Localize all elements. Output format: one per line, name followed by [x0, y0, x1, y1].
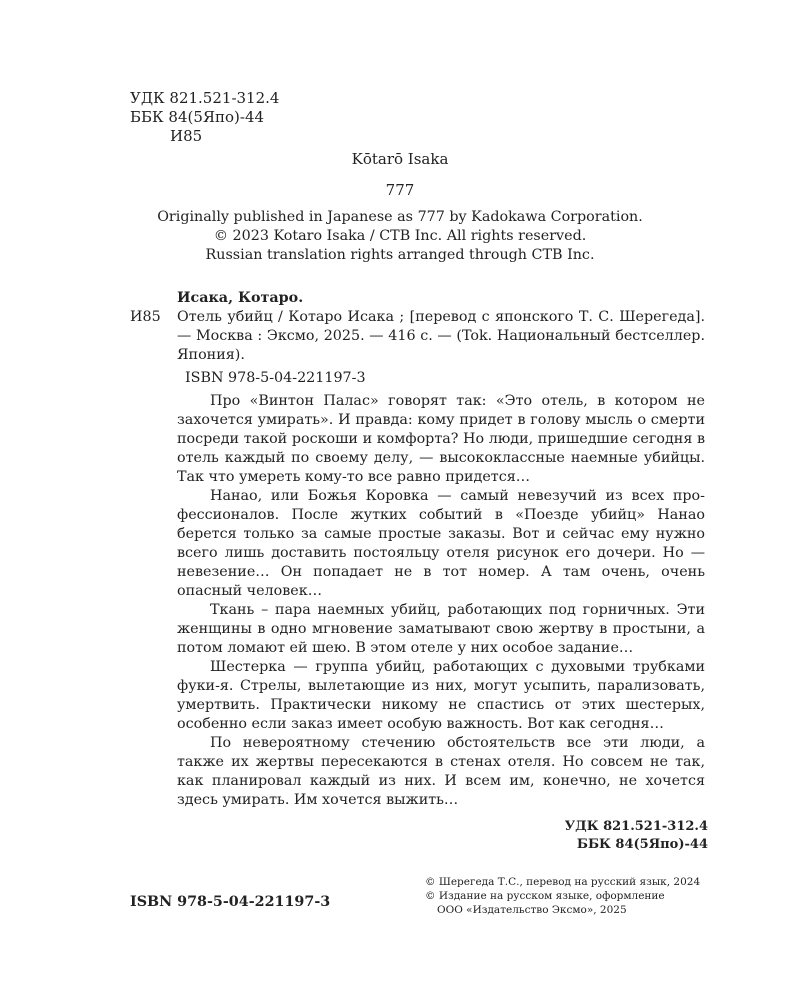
original-title: 777: [385, 181, 415, 199]
annotation: [177, 392, 705, 810]
edition-copyright-line1: © Издание на русском языке, оформление: [425, 890, 665, 902]
author-mark: И85: [170, 127, 203, 145]
annotation-paragraph: Нанао, или Божья Коровка — самый невезучий из всех профессионалов. После жутких событий в «Поезде убийц» Нанао берется только за самые простые заказы. Вот и сейчас ему нужно всего лишь доставить постояльцу отеля рисунок его дочери. Но — невезение… Он попадает не в тот номер. А там очень, очень опасный человек…: [177, 488, 705, 599]
catalog-heading: Исака, Котаро.: [177, 290, 304, 306]
rights-block: [100, 208, 700, 265]
edition-copyright-line2: ООО «Издательство Эксмо», 2025: [437, 904, 627, 916]
translation-copyright: © Шерегеда Т.С., перевод на русский язык, 2024: [425, 876, 701, 888]
bibliographic-description: Отель убийц / Котаро Исака ; [перевод с японского Т. С. Шерегеда]. — Москва : Эксмо, 2025. — 416 с. — (Tok. Национальный бестселлер. Япония).: [177, 309, 705, 363]
udk-code: УДК 821.521-312.4: [130, 89, 280, 107]
bbk-code: ББК 84(5Япо)-44: [130, 108, 265, 126]
catalog-isbn: ISBN 978-5-04-221197-3: [185, 370, 366, 386]
annotation-paragraph: Ткань – пара наемных убийц, работающих под горничных. Эти женщины в одно мгновение заматывают свою жертву в простыни, а потом ломают ей шею. В этом отеле у них особое задание…: [177, 602, 705, 656]
translation-rights-line: Russian translation rights arranged through CTB Inc.: [205, 247, 595, 263]
classification-codes-top: [130, 89, 279, 146]
udk-code-bottom: УДК 821.521-312.4: [564, 819, 708, 834]
original-publication-line: Originally published in Japanese as 777 by Kadokawa Corporation.: [157, 209, 643, 225]
annotation-paragraph: Шестерка — группа убийц, работающих с духовыми трубками фуки-я. Стрелы, вылетающие из них, могут усыпить, парализовать, умертвить. Практически никому не спастись от этих шестерых, особенно если заказ имеет особую важность. Вот как сегодня…: [177, 659, 705, 732]
classification-codes-bottom: [565, 818, 708, 854]
annotation-paragraph: Про «Винтон Палас» говорят так: «Это отель, в котором не захочется умирать». И правда: кому придет в голову мысль о смерти посреди такой роскоши и комфорта? Но люди, пришедшие сегодня в отель каждый по своему делу, — высококлассные наемные убийцы. Так что умереть кому-то все равно придется…: [177, 393, 705, 485]
catalog-author-mark: И85: [130, 309, 161, 325]
original-author: Kōtarō Isaka: [351, 150, 449, 168]
catalog-entry: [177, 289, 705, 810]
bbk-code-bottom: ББК 84(5Япо)-44: [576, 837, 708, 852]
original-copyright-line: © 2023 Kotaro Isaka / CTB Inc. All rights reserved.: [213, 228, 587, 244]
copyright-notices: [425, 875, 700, 917]
annotation-paragraph: По невероятному стечению обстоятельств все эти люди, а также их жертвы пересекаются в стенах отеля. Но совсем не так, как планировал каждый из них. И всем им, конечно, не хочется здесь умирать. Им хочется выжить…: [177, 735, 705, 808]
isbn-bottom: ISBN 978-5-04-221197-3: [130, 894, 331, 910]
